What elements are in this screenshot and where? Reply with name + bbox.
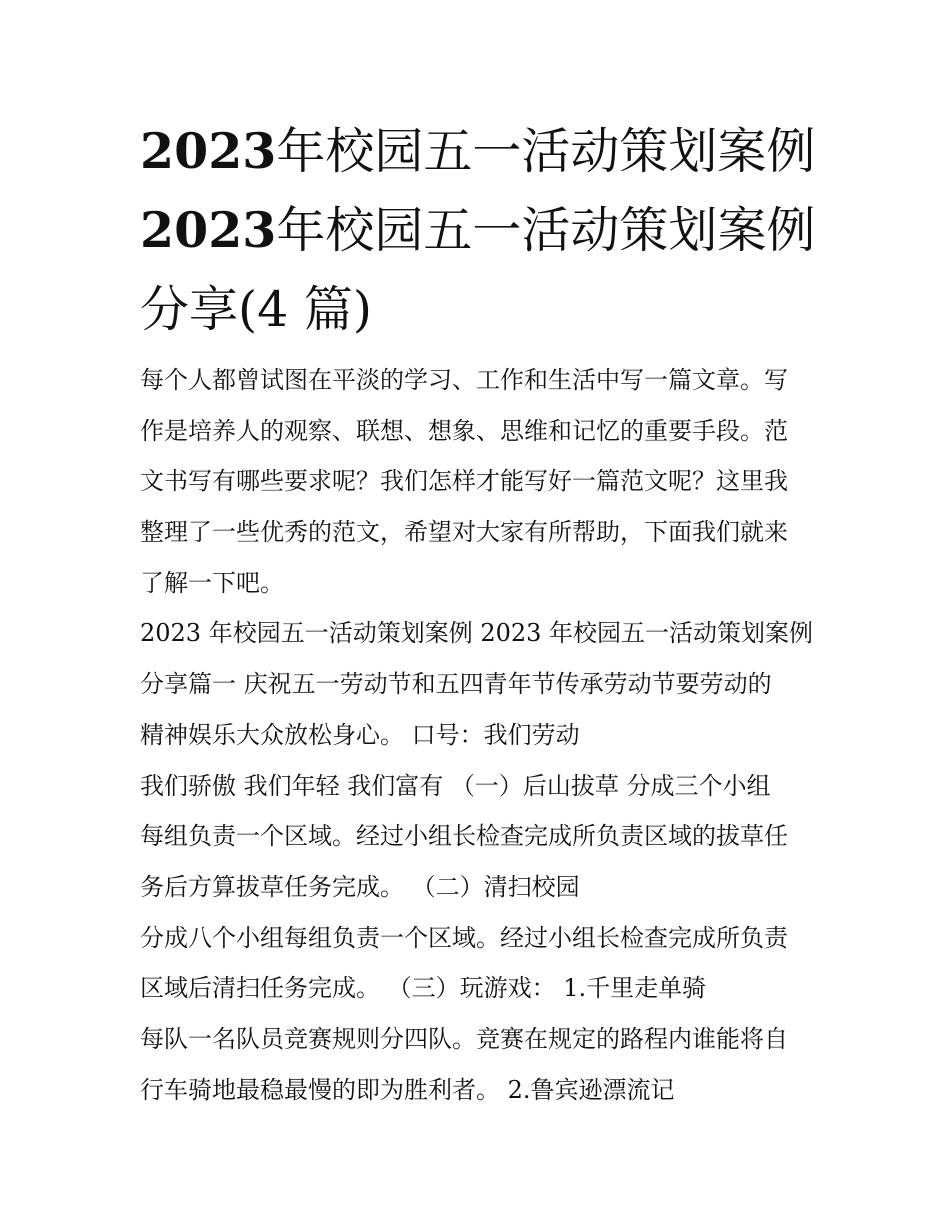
title-text: 年校园五一活动策划案例: [276, 123, 816, 180]
title-year: 2023: [140, 201, 277, 259]
body-line: 作是培养人的观察、联想、想象、思维和记忆的重要手段。范: [140, 416, 788, 445]
body-line: 精神娱乐大众放松身心。 口号：我们劳动: [140, 720, 580, 749]
body-line: 分成八个小组每组负责一个区域。经过小组长检查完成所负责: [140, 923, 788, 952]
body-line: 了解一下吧。: [140, 568, 284, 597]
title-line-3: [140, 270, 820, 349]
title-text: 年校园五一活动策划案例: [276, 202, 816, 259]
body-line: 整理了一些优秀的范文，希望对大家有所帮助，下面我们就来: [140, 518, 788, 547]
body-line: 行车骑地最稳最慢的即为胜利者。 2.鲁宾逊漂流记: [140, 1075, 675, 1104]
title-line-2: [140, 191, 820, 270]
title-line-1: [140, 112, 820, 191]
body-line: 区域后清扫任务完成。 （三）玩游戏： 1.千里走单骑: [140, 974, 707, 1003]
body-line: 分享篇一 庆祝五一劳动节和五四青年节传承劳动节要劳动的: [140, 670, 772, 699]
document-title: [140, 112, 820, 349]
body-line: 每个人都曾试图在平淡的学习、工作和生活中写一篇文章。写: [140, 366, 788, 394]
body-line: 务后方算拔草任务完成。 （二）清扫校园: [140, 872, 580, 901]
body-line: 文书写有哪些要求呢？我们怎样才能写好一篇范文呢？这里我: [140, 467, 788, 496]
title-year: 2023: [140, 122, 277, 180]
body-line: 2023 年校园五一活动策划案例 2023 年校园五一活动策划案例: [140, 619, 814, 648]
document-body: [140, 355, 820, 1115]
body-line: 每队一名队员竞赛规则分四队。竞赛在规定的路程内谁能将自: [140, 1024, 788, 1053]
title-text: 分享(4 篇): [140, 281, 372, 338]
body-line: 每组负责一个区域。经过小组长检查完成所负责区域的拔草任: [140, 822, 788, 851]
body-line: 我们骄傲 我们年轻 我们富有 （一）后山拔草 分成三个小组: [140, 771, 771, 800]
